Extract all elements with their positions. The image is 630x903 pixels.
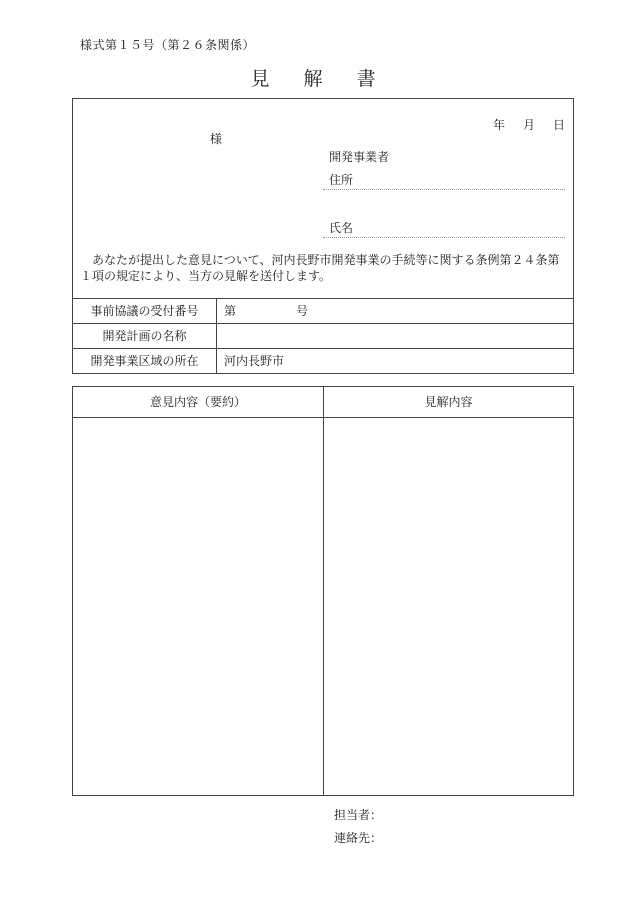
info-row-location <box>73 348 573 373</box>
applicant-label: 開発事業者 <box>329 150 390 164</box>
document-title: 見 解 書 <box>250 68 390 90</box>
info-row-reception-number <box>73 298 573 323</box>
notice-text: あなたが提出した意見について、河内長野市開発事業の手続等に関する条例第２４条第１項の規定により、当方の見解を送付します。 <box>80 253 560 283</box>
response-cell[interactable] <box>324 418 573 795</box>
opinion-summary-header: 意見内容（要約） <box>73 387 323 418</box>
info-row-label: 事前協議の受付番号 <box>73 299 217 323</box>
opinion-table <box>72 386 574 796</box>
date-day: 日 <box>552 118 565 132</box>
date-month: 月 <box>522 118 535 132</box>
opinion-summary-cell[interactable] <box>73 418 323 795</box>
info-row-plan-name <box>73 323 573 348</box>
address-label: 住所 <box>329 173 354 187</box>
date-year: 年 <box>492 118 505 132</box>
info-row-label: 開発事業区域の所在 <box>73 349 217 373</box>
form-number: 様式第１５号（第２６条関係） <box>80 38 256 52</box>
name-label: 氏名 <box>329 221 354 235</box>
response-header: 見解内容 <box>324 387 573 418</box>
info-row-label: 開発計画の名称 <box>73 324 217 348</box>
addressee-suffix: 様 <box>210 132 223 146</box>
contact-person-label: 担当者： <box>334 808 383 822</box>
info-row-value[interactable]: 河内長野市 <box>224 354 285 368</box>
address-field[interactable] <box>323 170 565 190</box>
info-row-value[interactable]: 第 号 <box>224 304 309 318</box>
name-field[interactable] <box>323 218 565 238</box>
contact-info-label: 連絡先： <box>334 831 383 845</box>
date-line <box>493 116 565 133</box>
header-box <box>72 98 574 374</box>
